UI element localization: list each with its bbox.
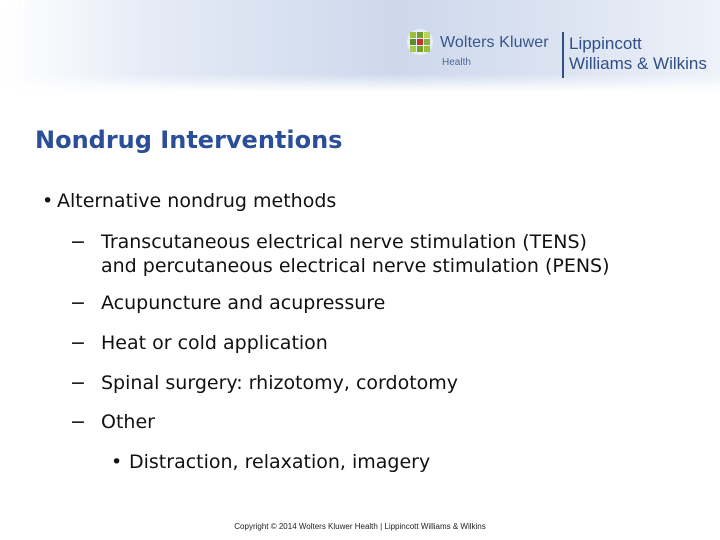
sub-bullet-text: Heat or cold application	[101, 332, 328, 354]
copyright-footer: Copyright © 2014 Wolters Kluwer Health | Lippincott Williams & Wilkins	[234, 522, 486, 531]
sub-bullet-text: Acupuncture and acupressure	[101, 292, 386, 314]
dash-icon: −	[70, 372, 86, 394]
publisher-logo	[406, 28, 720, 78]
slide-title: Nondrug Interventions	[35, 126, 343, 154]
brand-secondary-line2: Williams & Wilkins	[569, 54, 707, 73]
dash-icon: −	[70, 231, 86, 253]
brand-secondary-line1: Lippincott	[569, 34, 642, 53]
sub-bullet-text: Spinal surgery: rhizotomy, cordotomy	[101, 372, 459, 394]
bullet-level3-text: Distraction, relaxation, imagery	[129, 451, 431, 473]
dash-icon: −	[70, 411, 86, 433]
logo-divider	[562, 32, 564, 78]
wolters-kluwer-mark-icon	[406, 28, 434, 56]
dash-icon: −	[70, 292, 86, 314]
bullet-icon: •	[111, 451, 123, 473]
corner-decoration	[0, 0, 40, 40]
brand-sub: Health	[442, 57, 471, 68]
bullet-icon: •	[42, 190, 54, 212]
sub-bullet-text: Transcutaneous electrical nerve stimulation (TENS)	[101, 231, 587, 253]
brand-primary: Wolters Kluwer	[440, 34, 549, 51]
sub-bullet-text: Other	[101, 411, 155, 433]
dash-icon: −	[70, 332, 86, 354]
sub-bullet-text-continued: and percutaneous electrical nerve stimulation (PENS)	[101, 255, 610, 277]
bullet-level1-text: Alternative nondrug methods	[57, 190, 337, 212]
